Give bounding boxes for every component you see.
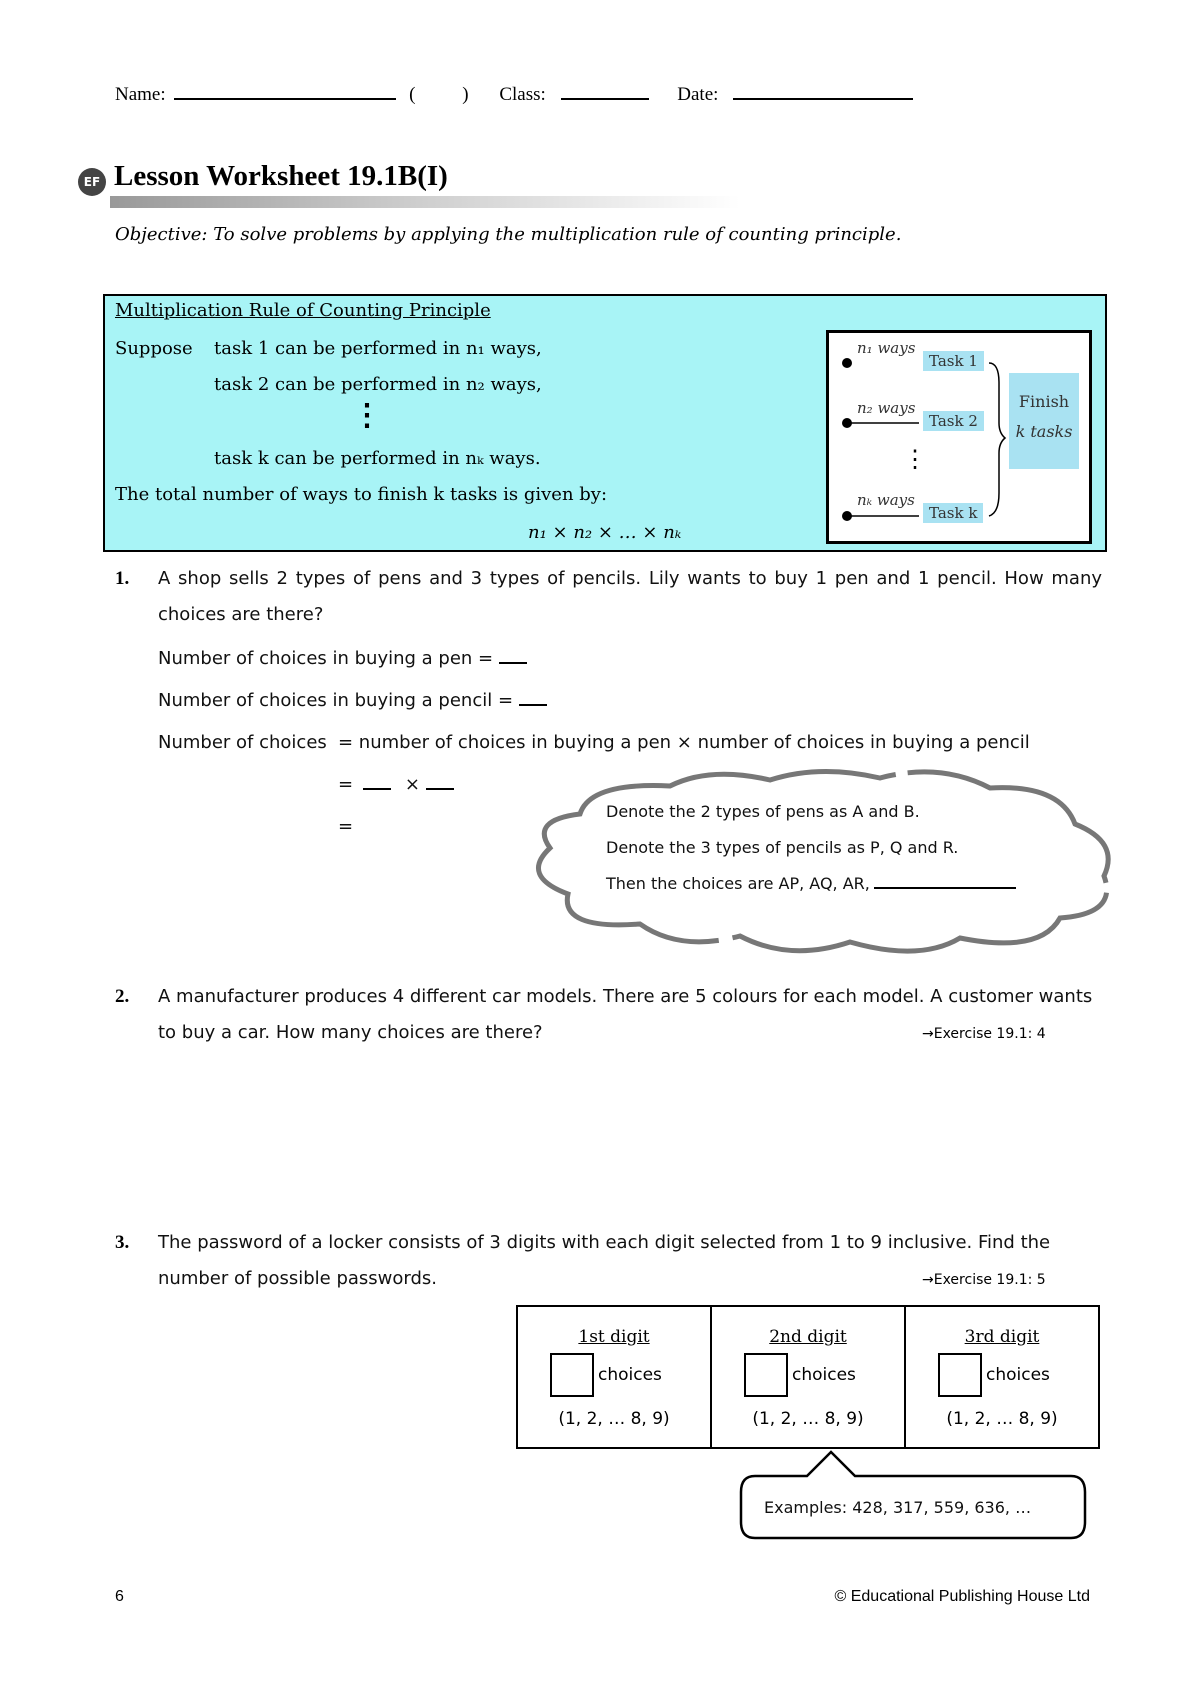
- rule-line-3: task k can be performed in nₖ ways.: [214, 448, 541, 469]
- q1-eq1: = number of choices in buying a pen × number of choices in buying a pencil: [338, 732, 1030, 753]
- q1-number: 1.: [115, 568, 130, 589]
- cloud-line-1: Denote the 2 types of pens as A and B.: [606, 802, 920, 821]
- rule-line-2: task 2 can be performed in n₂ ways,: [214, 374, 542, 395]
- digit-range: (1, 2, … 8, 9): [946, 1409, 1058, 1429]
- cloud-line-3-text: Then the choices are AP, AQ, AR,: [606, 874, 870, 893]
- q1-eq2-sign: =: [338, 774, 354, 795]
- digit-cell: [712, 1307, 906, 1447]
- q2-exercise-ref[interactable]: →Exercise 19.1: 4: [922, 1026, 1046, 1042]
- copyright: © Educational Publishing House Ltd: [834, 1588, 1090, 1605]
- q2-number: 2.: [115, 986, 130, 1007]
- q3-text-2: number of possible passwords.: [158, 1268, 438, 1289]
- digit-heading: 3rd digit: [964, 1327, 1040, 1347]
- q1-text-1: A shop sells 2 types of pens and 3 types of pencils. Lily wants to buy 1 pen and 1 pencil. How many: [158, 568, 1103, 589]
- date-field[interactable]: [733, 98, 913, 100]
- q2-text-1: A manufacturer produces 4 different car models. There are 5 colours for each model. A customer wants: [158, 986, 1093, 1007]
- password-table: [516, 1305, 1100, 1449]
- digit-choices-label: choices: [792, 1365, 856, 1385]
- q1-pen-line: [158, 648, 527, 669]
- diagram-n1-ways: n₁ ways: [857, 339, 916, 357]
- class-field[interactable]: [561, 98, 649, 100]
- q3-exercise-ref[interactable]: →Exercise 19.1: 5: [922, 1272, 1046, 1288]
- q1-pencil-label: Number of choices in buying a pencil =: [158, 690, 514, 711]
- q1-eq3: =: [338, 816, 354, 837]
- tasks-diagram: [826, 330, 1092, 544]
- q1-pen-blank[interactable]: [499, 662, 527, 664]
- title-block: [80, 160, 448, 193]
- examples-text: Examples: 428, 317, 559, 636, …: [764, 1498, 1032, 1517]
- q3-text-1: The password of a locker consists of 3 digits with each digit selected from 1 to 9 inclusive. Find the: [158, 1232, 1051, 1253]
- digit-cell: [518, 1307, 712, 1447]
- q1-times-sign: ×: [404, 774, 420, 795]
- q2-text-2: to buy a car. How many choices are there?: [158, 1022, 543, 1043]
- q1-pencil-line: [158, 690, 547, 711]
- rule-total: The total number of ways to finish k tasks is given by:: [115, 484, 608, 505]
- q1-eq2-blank-b[interactable]: [426, 788, 454, 790]
- diagram-task-k: Task k: [923, 503, 983, 523]
- cloud-line-3: [606, 874, 1016, 893]
- diagram-finish: [1009, 373, 1079, 469]
- title-underline-bar: [110, 196, 740, 208]
- rule-vdots: ⋮: [352, 398, 382, 433]
- diagram-nk-ways: nₖ ways: [857, 491, 915, 509]
- page-number: 6: [115, 1588, 124, 1605]
- q3-number: 3.: [115, 1232, 130, 1253]
- q1-eq2: [338, 774, 454, 795]
- class-no-close: ): [462, 84, 469, 105]
- name-field[interactable]: [174, 98, 396, 100]
- digit-choices-label: choices: [986, 1365, 1050, 1385]
- q1-choices-label: Number of choices: [158, 732, 327, 753]
- diagram-n2-ways: n₂ ways: [857, 399, 916, 417]
- rule-line-1: task 1 can be performed in n₁ ways,: [214, 338, 542, 359]
- class-label: Class:: [499, 84, 546, 105]
- rule-heading: Multiplication Rule of Counting Principle: [115, 300, 491, 321]
- diagram-finish-line-1: Finish: [1018, 392, 1070, 411]
- rule-suppose: Suppose: [115, 338, 193, 359]
- q1-text-2: choices are there?: [158, 604, 324, 625]
- header-line: [115, 84, 913, 106]
- diagram-task-1: Task 1: [923, 351, 984, 371]
- q1-eq2-blank-a[interactable]: [363, 788, 391, 790]
- class-no-open: (: [409, 84, 416, 105]
- rule-formula: n₁ × n₂ × … × nₖ: [528, 522, 682, 543]
- digit-cell: [906, 1307, 1098, 1447]
- date-label: Date:: [677, 84, 719, 105]
- page-title: Lesson Worksheet 19.1B(I): [114, 160, 448, 192]
- digit-heading: 1st digit: [578, 1327, 650, 1347]
- name-label: Name:: [115, 84, 166, 105]
- objective: Objective: To solve problems by applying the multiplication rule of counting principle.: [115, 224, 902, 245]
- diagram-task-2: Task 2: [923, 411, 984, 431]
- digit-answer-box[interactable]: [744, 1353, 788, 1397]
- digit-range: (1, 2, … 8, 9): [752, 1409, 864, 1429]
- q1-pen-label: Number of choices in buying a pen =: [158, 648, 494, 669]
- diagram-vdots: ⋮: [903, 445, 927, 473]
- diagram-finish-line-2: k tasks: [1015, 422, 1073, 441]
- digit-heading: 2nd digit: [769, 1327, 847, 1347]
- digit-answer-box[interactable]: [938, 1353, 982, 1397]
- digit-range: (1, 2, … 8, 9): [558, 1409, 670, 1429]
- q1-pencil-blank[interactable]: [519, 704, 547, 706]
- digit-choices-label: choices: [598, 1365, 662, 1385]
- examples-callout-shape: [735, 1448, 1091, 1544]
- hint-cloud-shape: [520, 764, 1120, 964]
- cloud-answer-blank[interactable]: [874, 887, 1016, 889]
- digit-answer-box[interactable]: [550, 1353, 594, 1397]
- ef-logo-icon: EF: [78, 168, 106, 196]
- cloud-line-2: Denote the 3 types of pencils as P, Q and R.: [606, 838, 959, 857]
